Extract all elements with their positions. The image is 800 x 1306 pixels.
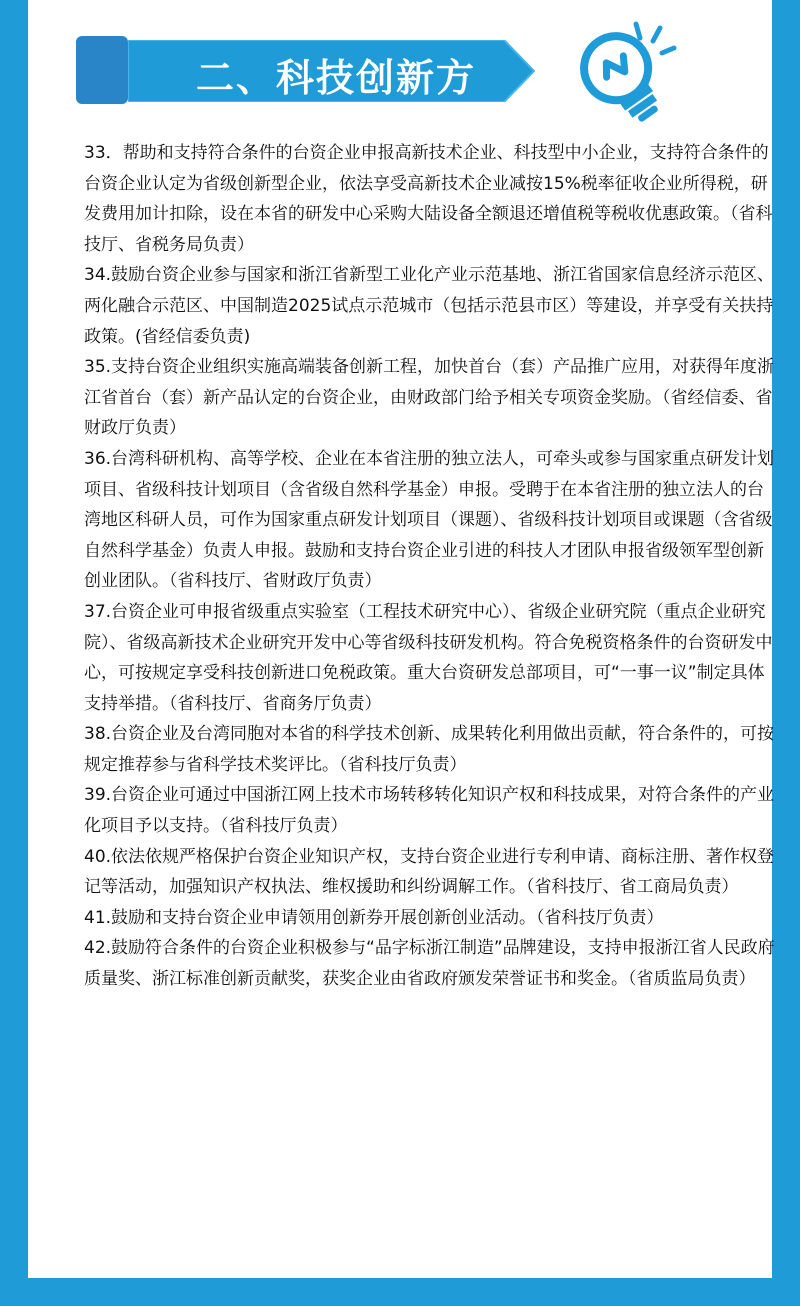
section-header [76, 36, 496, 155]
policy-item-38: 38.台资企业及台湾同胞对本省的科学技术创新、成果转化利用做出贡献，符合条件的，可按规定推荐参与省科学技术奖评比。（省科技厅负责） [84, 724, 775, 775]
policy-item-40: 40.依法依规严格保护台资企业知识产权，支持台资企业进行专利申请、商标注册、著作权登记等活动，加强知识产权执法、维权援助和纠纷调解工作。（省科技厅、省工商局负责） [84, 846, 775, 898]
policy-item-39: 39.台资企业可通过中国浙江网上技术市场转移转化知识产权和科技成果，对符合条件的产业化项目予以支持。（省科技厅负责） [84, 785, 775, 837]
policy-item-37: 37.台资企业可申报省级重点实验室（工程技术研究中心）、省级企业研究院（重点企业研究院）、省级高新技术企业研究开发中心等省级科技研发机构。符合免税资格条件的台资研发中心，可按规定享受科技创新进口免税政策。重大台资研发总部项目，可“一事一议”制定具体支持举措。（省科技厅、省商务厅负责） [84, 601, 773, 714]
lightbulb-icon [548, 8, 698, 138]
policy-item-35: 35.支持台资企业组织实施高端装备创新工程，加快首台（套）产品推广应用，对获得年度浙江省首台（套）新产品认定的台资企业，由财政部门给予相关专项资金奖励。（省经信委、省财政厅负责） [84, 357, 775, 439]
header-square-decoration [76, 36, 128, 104]
section-title: 二、科技创新方面 [196, 56, 477, 155]
policy-item-33: 33．帮助和支持符合条件的台资企业申报高新技术企业、科技型中小企业，支持符合条件的台资企业认定为省级创新型企业，依法享受高新技术企业减按15%税率征收企业所得税，研发费用加计扣除，设在本省的研发中心采购大陆设备全额退还增值税等税收优惠政策。（省科技厅、省税务局负责） [84, 143, 773, 255]
policy-item-41: 41.鼓励和支持台资企业申请领用创新券开展创新创业活动。（省科技厅负责） [84, 907, 664, 928]
policy-item-42: 42.鼓励符合条件的台资企业积极参与“品字标浙江制造”品牌建设，支持申报浙江省人民政府质量奖、浙江标准创新贡献奖，获奖企业由省政府颁发荣誉证书和奖金。（省质监局负责） [84, 938, 775, 990]
policy-list [84, 138, 776, 995]
policy-item-36: 36.台湾科研机构、高等学校、企业在本省注册的独立法人，可牵头或参与国家重点研发计划项目、省级科技计划项目（含省级自然科学基金）申报。受聘于在本省注册的独立法人的台湾地区科研人员，可作为国家重点研发计划项目（课题）、省级科技计划项目或课题（含省级自然科学基金）负责人申报。鼓励和支持台资企业引进的科技人才团队申报省级领军型创新创业团队。（省科技厅、省财政厅负责） [84, 448, 775, 592]
page-frame [28, 0, 775, 1278]
policy-item-34: 34.鼓励台资企业参与国家和浙江省新型工业化产业示范基地、浙江省国家信息经济示范区、两化融合示范区、中国制造2025试点示范城市（包括示范县市区）等建设，并享受有关扶持政策。(省经信委负责) [84, 265, 775, 347]
